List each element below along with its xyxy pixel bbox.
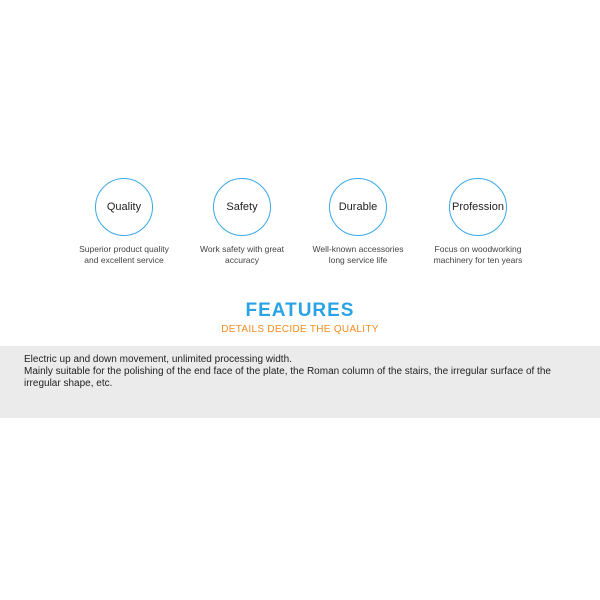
feature-caption: Well-known accessories long service life — [312, 244, 404, 265]
feature-caption: Work safety with great accuracy — [200, 244, 284, 265]
circle-outline-icon — [95, 178, 153, 236]
feature-title: Safety — [226, 201, 258, 213]
circle-outline-icon — [449, 178, 507, 236]
feature-durable — [293, 178, 423, 266]
description-line: Mainly suitable for the polishing of the end face of the plate, the Roman column of the stairs, the irregular surface of the irregular shape, etc. — [24, 366, 551, 389]
description-line: Electric up and down movement, unlimited processing width. — [24, 354, 292, 365]
feature-title: Profession — [452, 201, 504, 213]
circle-outline-icon — [329, 178, 387, 236]
feature-quality — [59, 178, 189, 266]
description-text — [24, 354, 580, 390]
circle-outline-icon — [213, 178, 271, 236]
section-title: FEATURES — [245, 300, 355, 321]
feature-profession — [413, 178, 543, 266]
feature-title: Quality — [106, 201, 142, 213]
feature-row — [0, 178, 600, 278]
description-band — [0, 346, 600, 418]
feature-caption: Superior product quality and excellent service — [79, 244, 169, 265]
feature-caption: Focus on woodworking machinery for ten years — [433, 244, 523, 265]
section-subtitle: DETAILS DECIDE THE QUALITY — [221, 324, 379, 335]
feature-safety — [177, 178, 307, 266]
feature-title: Durable — [338, 201, 378, 213]
